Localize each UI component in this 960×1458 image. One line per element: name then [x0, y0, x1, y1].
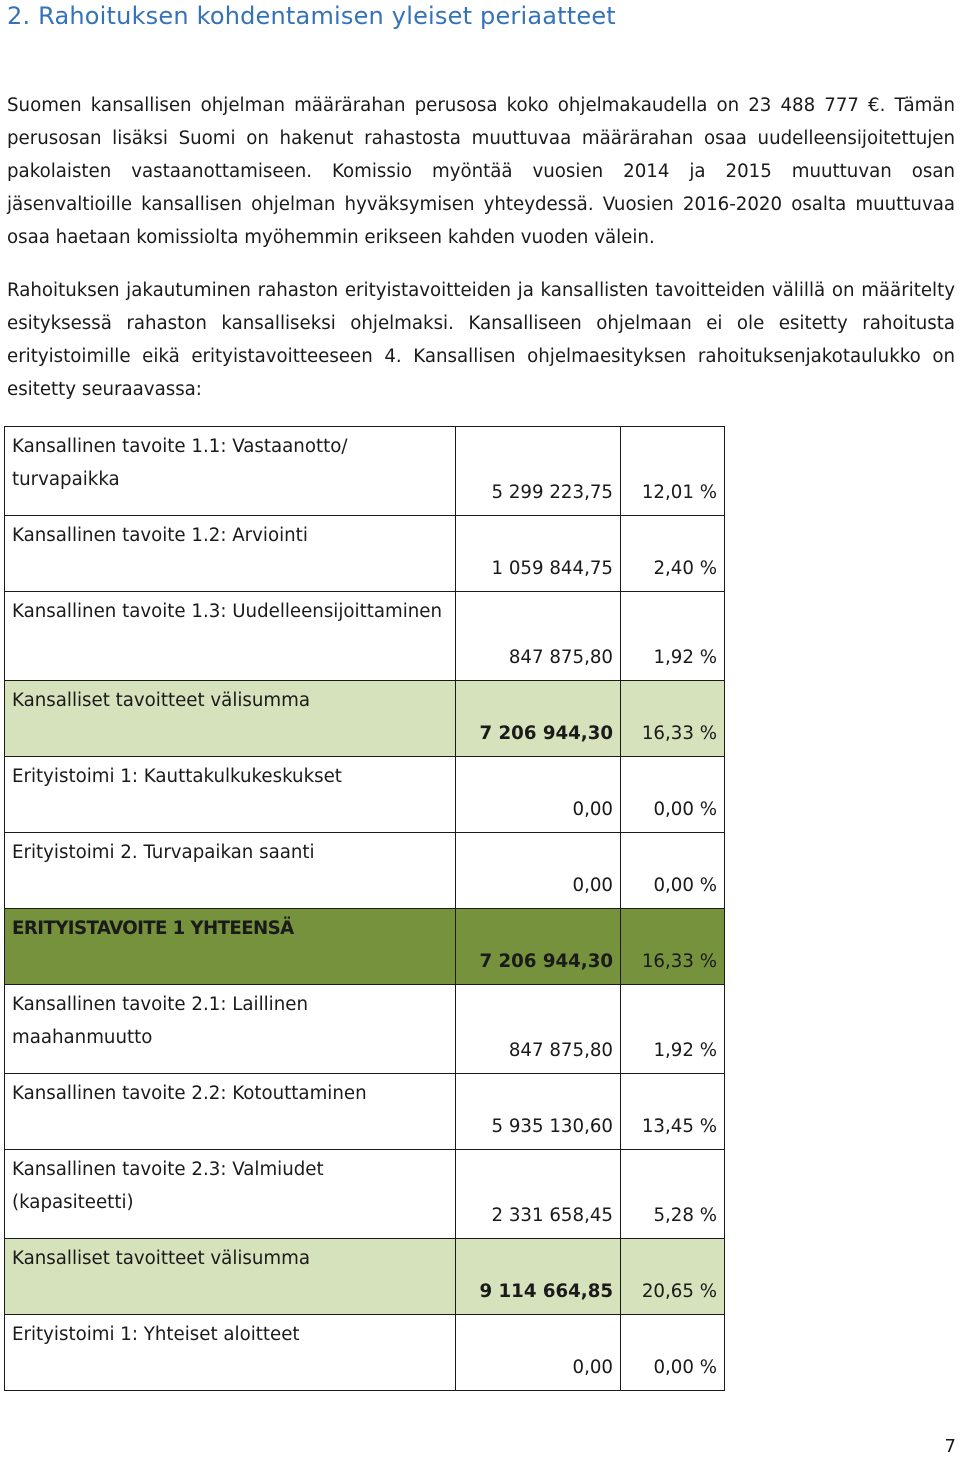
- subtotal-row: [5, 681, 725, 757]
- row-label: Erityistoimi 1: Kauttakulkukeskukset: [5, 757, 456, 833]
- row-amount: 0,00: [456, 757, 621, 833]
- row-amount: 847 875,80: [456, 985, 621, 1074]
- table-row: [5, 1074, 725, 1150]
- paragraph-allocation: Rahoituksen jakautuminen rahaston erityistavoitteiden ja kansallisten tavoitteiden välillä on määritelty esityksessä rahaston kansalliseksi ohjelmaksi. Kansalliseen ohjelmaan ei ole esitetty rahoitusta erityistoimille eikä erityistavoitteeseen 4. Kansallisen ohjelmaesityksen rahoituksenjakotaulukko on esitetty seuraavassa:: [7, 280, 955, 400]
- row-label: Erityistoimi 2. Turvapaikan saanti: [5, 833, 456, 909]
- table-row: [5, 516, 725, 592]
- row-percent: 1,92 %: [621, 592, 725, 681]
- table-row: [5, 592, 725, 681]
- row-amount: 0,00: [456, 1315, 621, 1391]
- row-amount: 9 114 664,85: [456, 1239, 621, 1315]
- total-row: [5, 909, 725, 985]
- row-amount: 7 206 944,30: [456, 909, 621, 985]
- row-label: Kansalliset tavoitteet välisumma: [5, 681, 456, 757]
- row-label: ERITYISTAVOITE 1 YHTEENSÄ: [5, 909, 456, 985]
- row-amount: 5 935 130,60: [456, 1074, 621, 1150]
- row-percent: 1,92 %: [621, 985, 725, 1074]
- row-percent: 0,00 %: [621, 1315, 725, 1391]
- row-amount: 0,00: [456, 833, 621, 909]
- section-heading: 2. Rahoituksen kohdentamisen yleiset periaatteet: [7, 2, 616, 30]
- row-label: Erityistoimi 1: Yhteiset aloitteet: [5, 1315, 456, 1391]
- row-label: Kansalliset tavoitteet välisumma: [5, 1239, 456, 1315]
- row-amount: 2 331 658,45: [456, 1150, 621, 1239]
- row-percent: 13,45 %: [621, 1074, 725, 1150]
- row-label: Kansallinen tavoite 1.3: Uudelleensijoittaminen: [5, 592, 456, 681]
- table-row: [5, 833, 725, 909]
- row-amount: 847 875,80: [456, 592, 621, 681]
- row-amount: 5 299 223,75: [456, 427, 621, 516]
- table-row: [5, 985, 725, 1074]
- table-row: [5, 757, 725, 833]
- row-percent: 0,00 %: [621, 833, 725, 909]
- row-label: Kansallinen tavoite 1.1: Vastaanotto/ turvapaikka: [5, 427, 456, 516]
- row-percent: 16,33 %: [621, 909, 725, 985]
- row-percent: 12,01 %: [621, 427, 725, 516]
- row-percent: 0,00 %: [621, 757, 725, 833]
- row-label: Kansallinen tavoite 2.1: Laillinen maahanmuutto: [5, 985, 456, 1074]
- row-amount: 1 059 844,75: [456, 516, 621, 592]
- subtotal-row: [5, 1239, 725, 1315]
- row-percent: 16,33 %: [621, 681, 725, 757]
- row-percent: 2,40 %: [621, 516, 725, 592]
- row-amount: 7 206 944,30: [456, 681, 621, 757]
- row-label: Kansallinen tavoite 2.2: Kotouttaminen: [5, 1074, 456, 1150]
- row-label: Kansallinen tavoite 2.3: Valmiudet (kapasiteetti): [5, 1150, 456, 1239]
- table-row: [5, 427, 725, 516]
- funding-table: [4, 426, 725, 1391]
- row-label: Kansallinen tavoite 1.2: Arviointi: [5, 516, 456, 592]
- row-percent: 20,65 %: [621, 1239, 725, 1315]
- table-row: [5, 1315, 725, 1391]
- paragraph-budget: Suomen kansallisen ohjelman määrärahan perusosa koko ohjelmakaudella on 23 488 777 €. Tämän perusosan lisäksi Suomi on hakenut rahastosta muuttuvaa määrärahan osaa uudelleensijoitettujen pakolaisten vastaanottamiseen. Komissio myöntää vuosien 2014 ja 2015 muuttuvan osan jäsenvaltioille kansallisen ohjelman hyväksymisen yhteydessä. Vuosien 2016-2020 osalta muuttuvaa osaa haetaan komissiolta myöhemmin erikseen kahden vuoden välein.: [7, 95, 955, 248]
- row-percent: 5,28 %: [621, 1150, 725, 1239]
- table-row: [5, 1150, 725, 1239]
- page-number: 7: [944, 1436, 956, 1457]
